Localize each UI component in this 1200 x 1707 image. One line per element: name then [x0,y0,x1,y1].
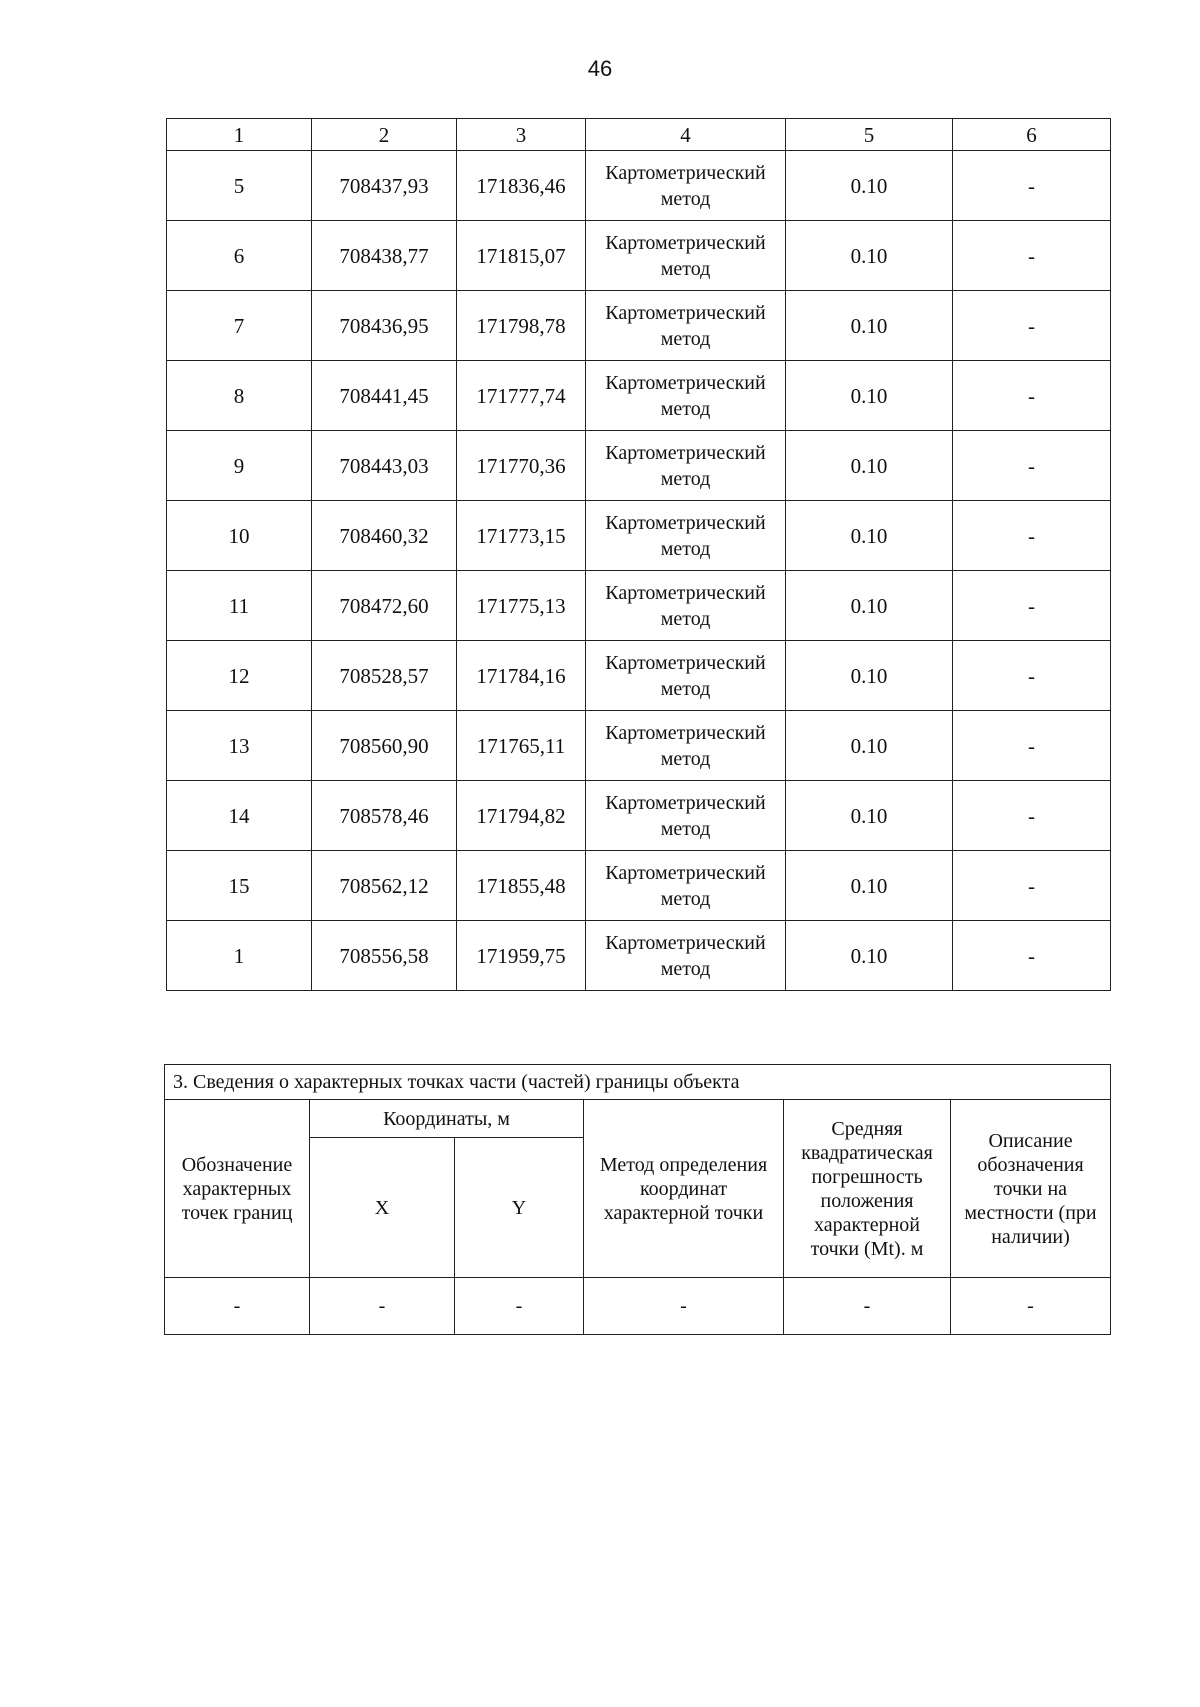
coordinate-x: 708438,77 [312,221,457,291]
coordinate-x: 708560,90 [312,711,457,781]
column-number: 1 [167,119,312,151]
header-y: Y [455,1138,584,1278]
description: - [953,431,1111,501]
point-number: 5 [167,151,312,221]
coordinate-x: 708437,93 [312,151,457,221]
point-number: 7 [167,291,312,361]
point-number: 11 [167,571,312,641]
accuracy: 0.10 [786,151,953,221]
coordinate-y: 171777,74 [457,361,586,431]
table-row [167,781,1111,851]
table-row [167,361,1111,431]
description: - [953,921,1111,991]
description: - [953,571,1111,641]
point-number: 1 [167,921,312,991]
coordinate-y: 171784,16 [457,641,586,711]
accuracy: 0.10 [786,221,953,291]
coordinate-x: 708472,60 [312,571,457,641]
accuracy: 0.10 [786,851,953,921]
description: - [953,361,1111,431]
method: Картометрический метод [586,781,786,851]
coordinate-y: 171798,78 [457,291,586,361]
point-number: 12 [167,641,312,711]
point-number: 13 [167,711,312,781]
coordinate-x: 708556,58 [312,921,457,991]
coordinate-x: 708436,95 [312,291,457,361]
coordinate-y: 171836,46 [457,151,586,221]
table-row [167,571,1111,641]
coordinate-x: 708578,46 [312,781,457,851]
table-cell: - [951,1278,1111,1335]
description: - [953,641,1111,711]
coordinate-y: 171775,13 [457,571,586,641]
method: Картометрический метод [586,151,786,221]
description: - [953,711,1111,781]
coordinate-y: 171794,82 [457,781,586,851]
coordinate-y: 171855,48 [457,851,586,921]
empty-data-row [165,1278,1111,1335]
table-row [167,151,1111,221]
coordinate-y: 171959,75 [457,921,586,991]
description: - [953,221,1111,291]
coordinate-x: 708443,03 [312,431,457,501]
column-number: 2 [312,119,457,151]
point-number: 14 [167,781,312,851]
method: Картометрический метод [586,361,786,431]
method: Картометрический метод [586,291,786,361]
table-row [167,221,1111,291]
accuracy: 0.10 [786,501,953,571]
table-row [167,921,1111,991]
method: Картометрический метод [586,641,786,711]
header-description: Описание обозначения точки на местности (при наличии) [951,1100,1111,1278]
accuracy: 0.10 [786,921,953,991]
accuracy: 0.10 [786,571,953,641]
header-accuracy: Средняя квадратическая погрешность положения характерной точки (Mt). м [784,1100,951,1278]
boundary-points-table [166,118,1111,991]
section-title-row [165,1065,1111,1100]
table-cell: - [584,1278,784,1335]
table-cell: - [165,1278,310,1335]
column-number-row [167,119,1111,151]
method: Картометрический метод [586,571,786,641]
method: Картометрический метод [586,221,786,291]
accuracy: 0.10 [786,431,953,501]
column-number: 4 [586,119,786,151]
header-method: Метод определения координат характерной точки [584,1100,784,1278]
coordinate-x: 708460,32 [312,501,457,571]
coordinate-y: 171773,15 [457,501,586,571]
accuracy: 0.10 [786,291,953,361]
header-x: X [310,1138,455,1278]
column-number: 5 [786,119,953,151]
method: Картометрический метод [586,851,786,921]
table-cell: - [310,1278,455,1335]
table-row [167,431,1111,501]
coordinate-x: 708562,12 [312,851,457,921]
header-coordinates: Координаты, м [310,1100,584,1138]
parts-points-table [164,1064,1111,1335]
coordinate-y: 171765,11 [457,711,586,781]
method: Картометрический метод [586,711,786,781]
method: Картометрический метод [586,501,786,571]
accuracy: 0.10 [786,641,953,711]
coordinate-y: 171770,36 [457,431,586,501]
table-cell: - [455,1278,584,1335]
table-cell: - [784,1278,951,1335]
accuracy: 0.10 [786,711,953,781]
table-row [167,641,1111,711]
method: Картометрический метод [586,431,786,501]
point-number: 15 [167,851,312,921]
description: - [953,151,1111,221]
description: - [953,501,1111,571]
coordinate-y: 171815,07 [457,221,586,291]
method: Картометрический метод [586,921,786,991]
point-number: 10 [167,501,312,571]
column-number: 6 [953,119,1111,151]
point-number: 6 [167,221,312,291]
section-title: 3. Сведения о характерных точках части (частей) границы объекта [165,1065,1111,1100]
table-row [167,851,1111,921]
table-row [167,711,1111,781]
header-designation: Обозначение характерных точек границ [165,1100,310,1278]
table-row [167,291,1111,361]
description: - [953,781,1111,851]
point-number: 9 [167,431,312,501]
point-number: 8 [167,361,312,431]
accuracy: 0.10 [786,781,953,851]
coordinate-x: 708528,57 [312,641,457,711]
description: - [953,851,1111,921]
column-number: 3 [457,119,586,151]
table-row [167,501,1111,571]
coordinate-x: 708441,45 [312,361,457,431]
page-number: 46 [587,56,613,81]
header-row [165,1100,1111,1138]
accuracy: 0.10 [786,361,953,431]
description: - [953,291,1111,361]
